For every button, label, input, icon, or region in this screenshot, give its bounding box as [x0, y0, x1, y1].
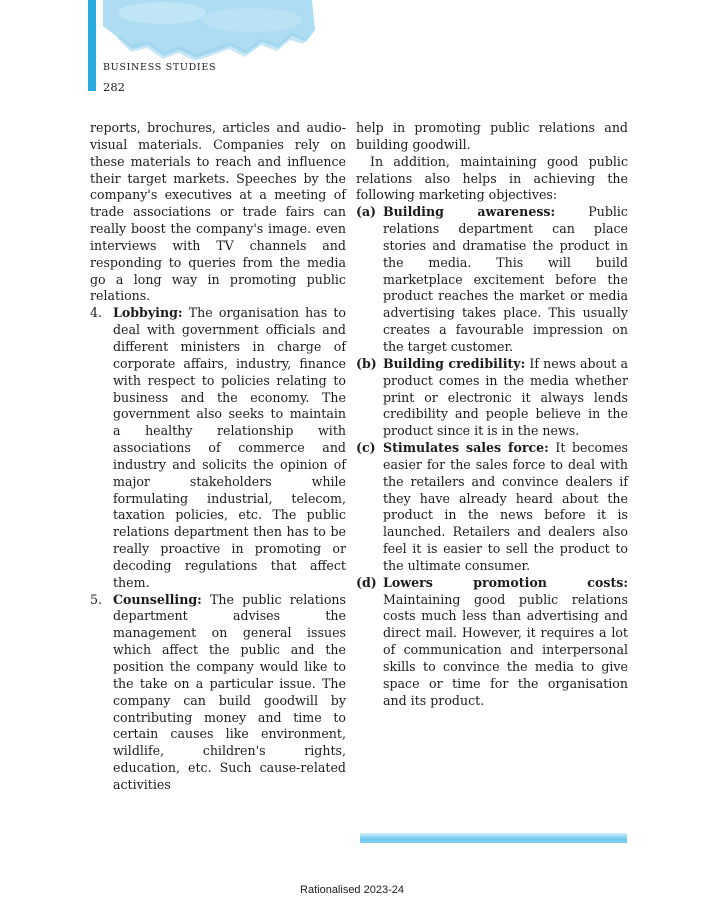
- list-item-number: 4.: [90, 305, 103, 321]
- right-continuation-paragraph: help in promoting public relations and building goodwill.: [356, 120, 628, 152]
- list-item-label: Lobbying:: [113, 305, 183, 321]
- list-item-text: The organisation has to deal with government officials and different ministers in charge of corporate affairs, industry, finance with respect to policies relating to business and the economy. The government also seeks to maintain a healthy relationship with associations of commerce and industry and solicits the opinion of major stakeholders while formulating industrial, telecom, taxation policies, etc. The public relations department then has to be really proactive in promoting or decoding regulations that affect them.: [113, 305, 346, 590]
- objective-label: Building awareness:: [383, 204, 556, 220]
- left-continuation-paragraph: reports, brochures, articles and audio-visual materials. Companies rely on these materials to reach and influence their target markets. Speeches by the company's executives at a meeting of trade associations or trade fairs can really boost the company's image. even interviews with TV channels and responding to queries from the media go a long way in promoting public relations.: [90, 120, 346, 304]
- objective-d-lowers-promotion-costs: [356, 575, 628, 710]
- objective-c-stimulates-sales-force: [356, 440, 628, 575]
- left-accent-bar: [88, 0, 96, 91]
- objective-label: Building credibility:: [383, 355, 526, 371]
- list-item-4-lobbying: [90, 305, 346, 591]
- objective-text: Public relations department can place stories and dramatise the product in the media. This will build marketplace excitement before the product reaches the market or media advertising takes place. This usually creates a favourable impression on the target customer.: [383, 204, 628, 354]
- objective-letter: (a): [356, 204, 377, 220]
- list-item-label: Counselling:: [113, 591, 202, 607]
- objective-a-building-awareness: [356, 204, 628, 356]
- footer-rationalised-note: Rationalised 2023-24: [300, 884, 404, 896]
- marketing-objectives-lead-paragraph: In addition, maintaining good public relations also helps in achieving the following marketing objectives:: [356, 153, 628, 203]
- list-item-text: The public relations department advises the management on general issues which affect the public and the position the company would like to the take on a particular issue. The company can build goodwill by contributing money and time to certain causes like environment, wildlife, children's rights, education, etc. Such cause-related activities: [113, 591, 346, 792]
- list-item-number: 5.: [90, 591, 103, 607]
- objective-text: It becomes easier for the sales force to deal with the retailers and convince dealers if they have already heard about the product in the news before it is launched. Retailers and dealers also feel it is easier to sell the product to the ultimate consumer.: [383, 440, 628, 573]
- torn-paper-graphic: [100, 0, 318, 64]
- two-column-text-area: [90, 120, 628, 794]
- objective-label: Lowers promotion costs:: [383, 574, 628, 590]
- objective-text: Maintaining good public relations costs much less than advertising and direct mail. However, it requires a lot of communication and interpersonal skills to convince the media to give space or time for the organisation and its product.: [383, 591, 628, 708]
- objective-letter: (b): [356, 355, 377, 371]
- objective-label: Stimulates sales force:: [383, 440, 549, 456]
- objective-letter: (d): [356, 574, 377, 590]
- page-number: 282: [103, 80, 125, 94]
- objective-letter: (c): [356, 440, 376, 456]
- left-column: [90, 120, 346, 794]
- right-column-bottom-rule: [360, 833, 627, 843]
- objective-text: If news about a product comes in the media whether print or electronic it always lends credibility and people believe in the product since it is in the news.: [383, 355, 628, 439]
- objective-b-building-credibility: [356, 356, 628, 440]
- right-column: [356, 120, 628, 794]
- book-title: BUSINESS STUDIES: [103, 62, 217, 73]
- list-item-5-counselling: [90, 592, 346, 794]
